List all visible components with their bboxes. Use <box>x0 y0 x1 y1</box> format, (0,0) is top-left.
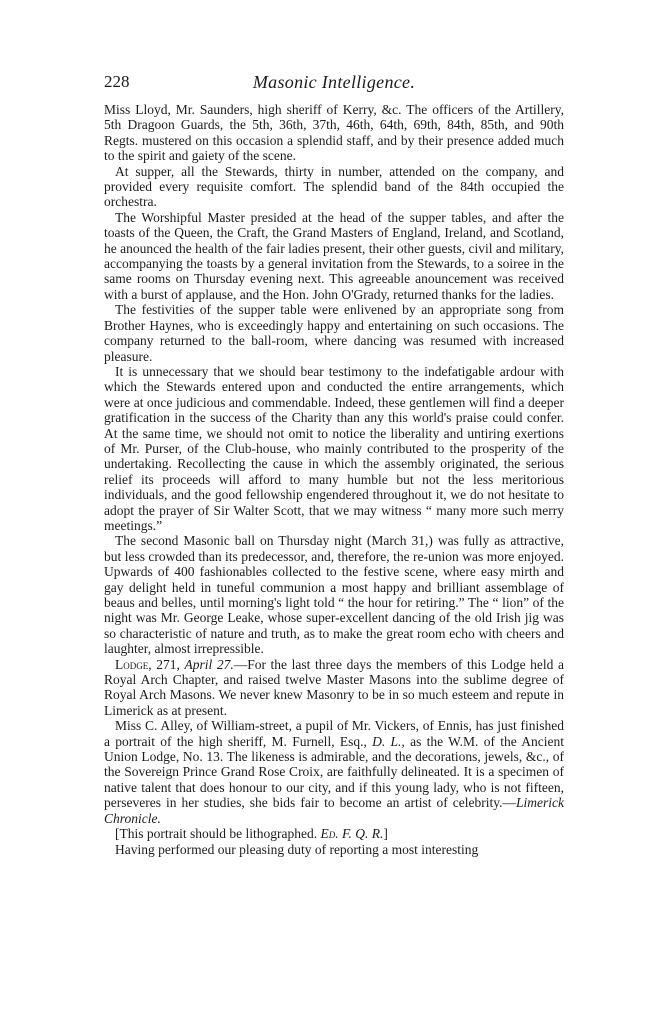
paragraph-editor-note <box>104 826 564 841</box>
book-page <box>104 72 564 857</box>
editor-note-text: [This portrait should be lithographed. <box>115 826 321 842</box>
portrait-title-abbrev: D. L., <box>372 733 405 749</box>
page-header <box>104 72 564 102</box>
paragraph-second-ball: The second Masonic ball on Thursday night (March 31,) was fully as attractive, but less crowded than its predecessor, and, therefore, the re-union was more enjoyed. Upwards of 400 fashionables collected to the festive scene, where easy mirth and gay delight held in tuneful communion a most happy and brilliant assemblage of beaus and belles, until morning's light told “ the hour for retiring.” The “ lion” of the night was Mr. George Leake, whose super-excellent dancing of the old Irish jig was so characteristic of nature and truth, as to make the great room echo with cheers and laughter, almost irrepressible. <box>104 533 564 657</box>
paragraph-stewards: It is unnecessary that we should bear testimony to the indefatigable ardour with which the Stewards entered upon and conducted the entire arrangements, which were at once judicious and commendable. Indeed, these gentlemen will find a deeper gratification in the success of the Charity than any this world's praise could confer. At the same time, we should not omit to notice the liberality and untiring exertions of Mr. Purser, of the Club-house, who mainly contributed to the prosperity of the undertaking. Recollecting the cause in which the assembly originated, the serious relief its proceeds will afford to many humble but not the less meritorious individuals, and the good fellowship engendered throughout it, we do not hesitate to adopt the prayer of Sir Walter Scott, that we may witness “ many more such merry meetings.” <box>104 363 564 533</box>
portrait-text-before: Miss C. Alley, of William-street, a pupil of Mr. Vickers, of Ennis, has just finished a portrait of the high sheriff, M. Furnell, Esq., <box>104 718 564 749</box>
running-title: Masonic Intelligence. <box>252 72 416 92</box>
portrait-source: Limerick Chronicle. <box>104 795 564 826</box>
lodge-text: —For the last three days the members of this Lodge held a Royal Arch Chapter, and raised twelve Master Masons into the sublime degree of Royal Arch Masons. We never knew Masonry to be in so much esteem and repute in Limerick as at present. <box>104 656 565 718</box>
page-number: 228 <box>104 72 130 91</box>
paragraph-supper: At supper, all the Stewards, thirty in number, attended on the company, and provided every requisite comfort. The splendid band of the 84th occupied the orchestra. <box>104 163 564 210</box>
portrait-text-after: as the W.M. of the Ancient Union Lodge, No. 13. The likeness is admirable, and the decorations, jewels, &c., of the Sovereign Prince Grand Rose Croix, are faithfully delineated. It is a specimen of native talent that does honour to our city, and if this young lady, who is not fifteen, perseveres in her studies, she bids fair to become an artist of celebrity.— <box>104 733 564 811</box>
lodge-number: , 271, <box>148 656 185 672</box>
paragraph-portrait <box>104 718 564 826</box>
paragraph-toasts: The Worshipful Master presided at the head of the supper tables, and after the toasts of the Queen, the Craft, the Grand Masters of England, Ireland, and Scotland, he anounced the health of the fair ladies present, their other guests, civil and military, accompanying the toasts by a general invitation from the Stewards, to a soiree in the same rooms on Thursday evening next. This agreeable anouncement was received with a burst of applause, and the Hon. John O'Grady, returned thanks for the ladies. <box>104 209 564 302</box>
article-body <box>104 102 564 857</box>
editor-note-close: ] <box>383 826 388 842</box>
lodge-heading: Lodge <box>115 656 149 672</box>
paragraph-lodge <box>104 657 564 719</box>
lodge-date: April 27. <box>184 656 234 672</box>
editor-signature: Ed. F. Q. R. <box>320 826 384 842</box>
paragraph-festivities: The festivities of the supper table were enlivened by an appropriate song from Brother Haynes, who is exceedingly happy and entertaining on such occasions. The company returned to the ball-room, where dancing was resumed with increased pleasure. <box>104 302 564 364</box>
paragraph-final-line: Having performed our pleasing duty of reporting a most interesting <box>115 841 479 857</box>
paragraph-guests: Miss Lloyd, Mr. Saunders, high sheriff of Kerry, &c. The officers of the Artillery, 5th Dragoon Guards, the 5th, 36th, 37th, 46th, 64th, 69th, 84th, 85th, and 90th Regts. mustered on this occasion a splendid staff, and by their presence added much to the spirit and gaiety of the scene. <box>104 102 564 164</box>
